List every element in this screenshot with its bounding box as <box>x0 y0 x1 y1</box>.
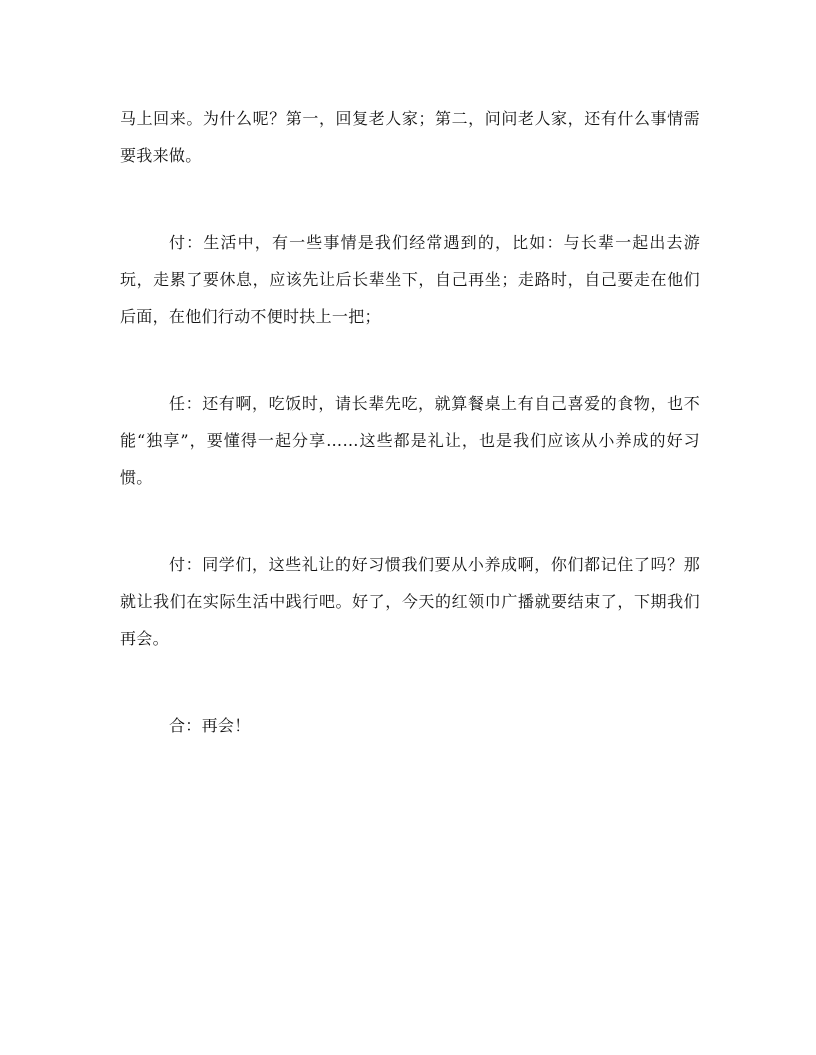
paragraph-gap <box>120 496 700 546</box>
paragraph-ren: 任：还有啊，吃饭时，请长辈先吃，就算餐桌上有自己喜爱的食物，也不能“独享”，要懂得一起分享……这些都是礼让，也是我们应该从小养成的好习惯。 <box>120 394 700 487</box>
paragraph-fu-2: 付：同学们，这些礼让的好习惯我们要从小养成啊，你们都记住了吗？那就让我们在实际生活中践行吧。好了，今天的红领巾广播就要结束了，下期我们再会。 <box>120 555 700 648</box>
document-body <box>120 100 700 744</box>
paragraph-gap <box>120 174 700 224</box>
paragraph-gap <box>120 657 700 707</box>
paragraph-he: 合：再会！ <box>169 716 251 735</box>
paragraph-fu-1: 付：生活中，有一些事情是我们经常遇到的，比如：与长辈一起出去游玩，走累了要休息，应该先让后长辈坐下，自己再坐；走路时，自己要走在他们后面，在他们行动不便时扶上一把； <box>120 233 700 326</box>
paragraph-gap <box>120 335 700 385</box>
paragraph-continuation: 马上回来。为什么呢？第一，回复老人家；第二，问问老人家，还有什么事情需要我来做。 <box>120 109 700 165</box>
